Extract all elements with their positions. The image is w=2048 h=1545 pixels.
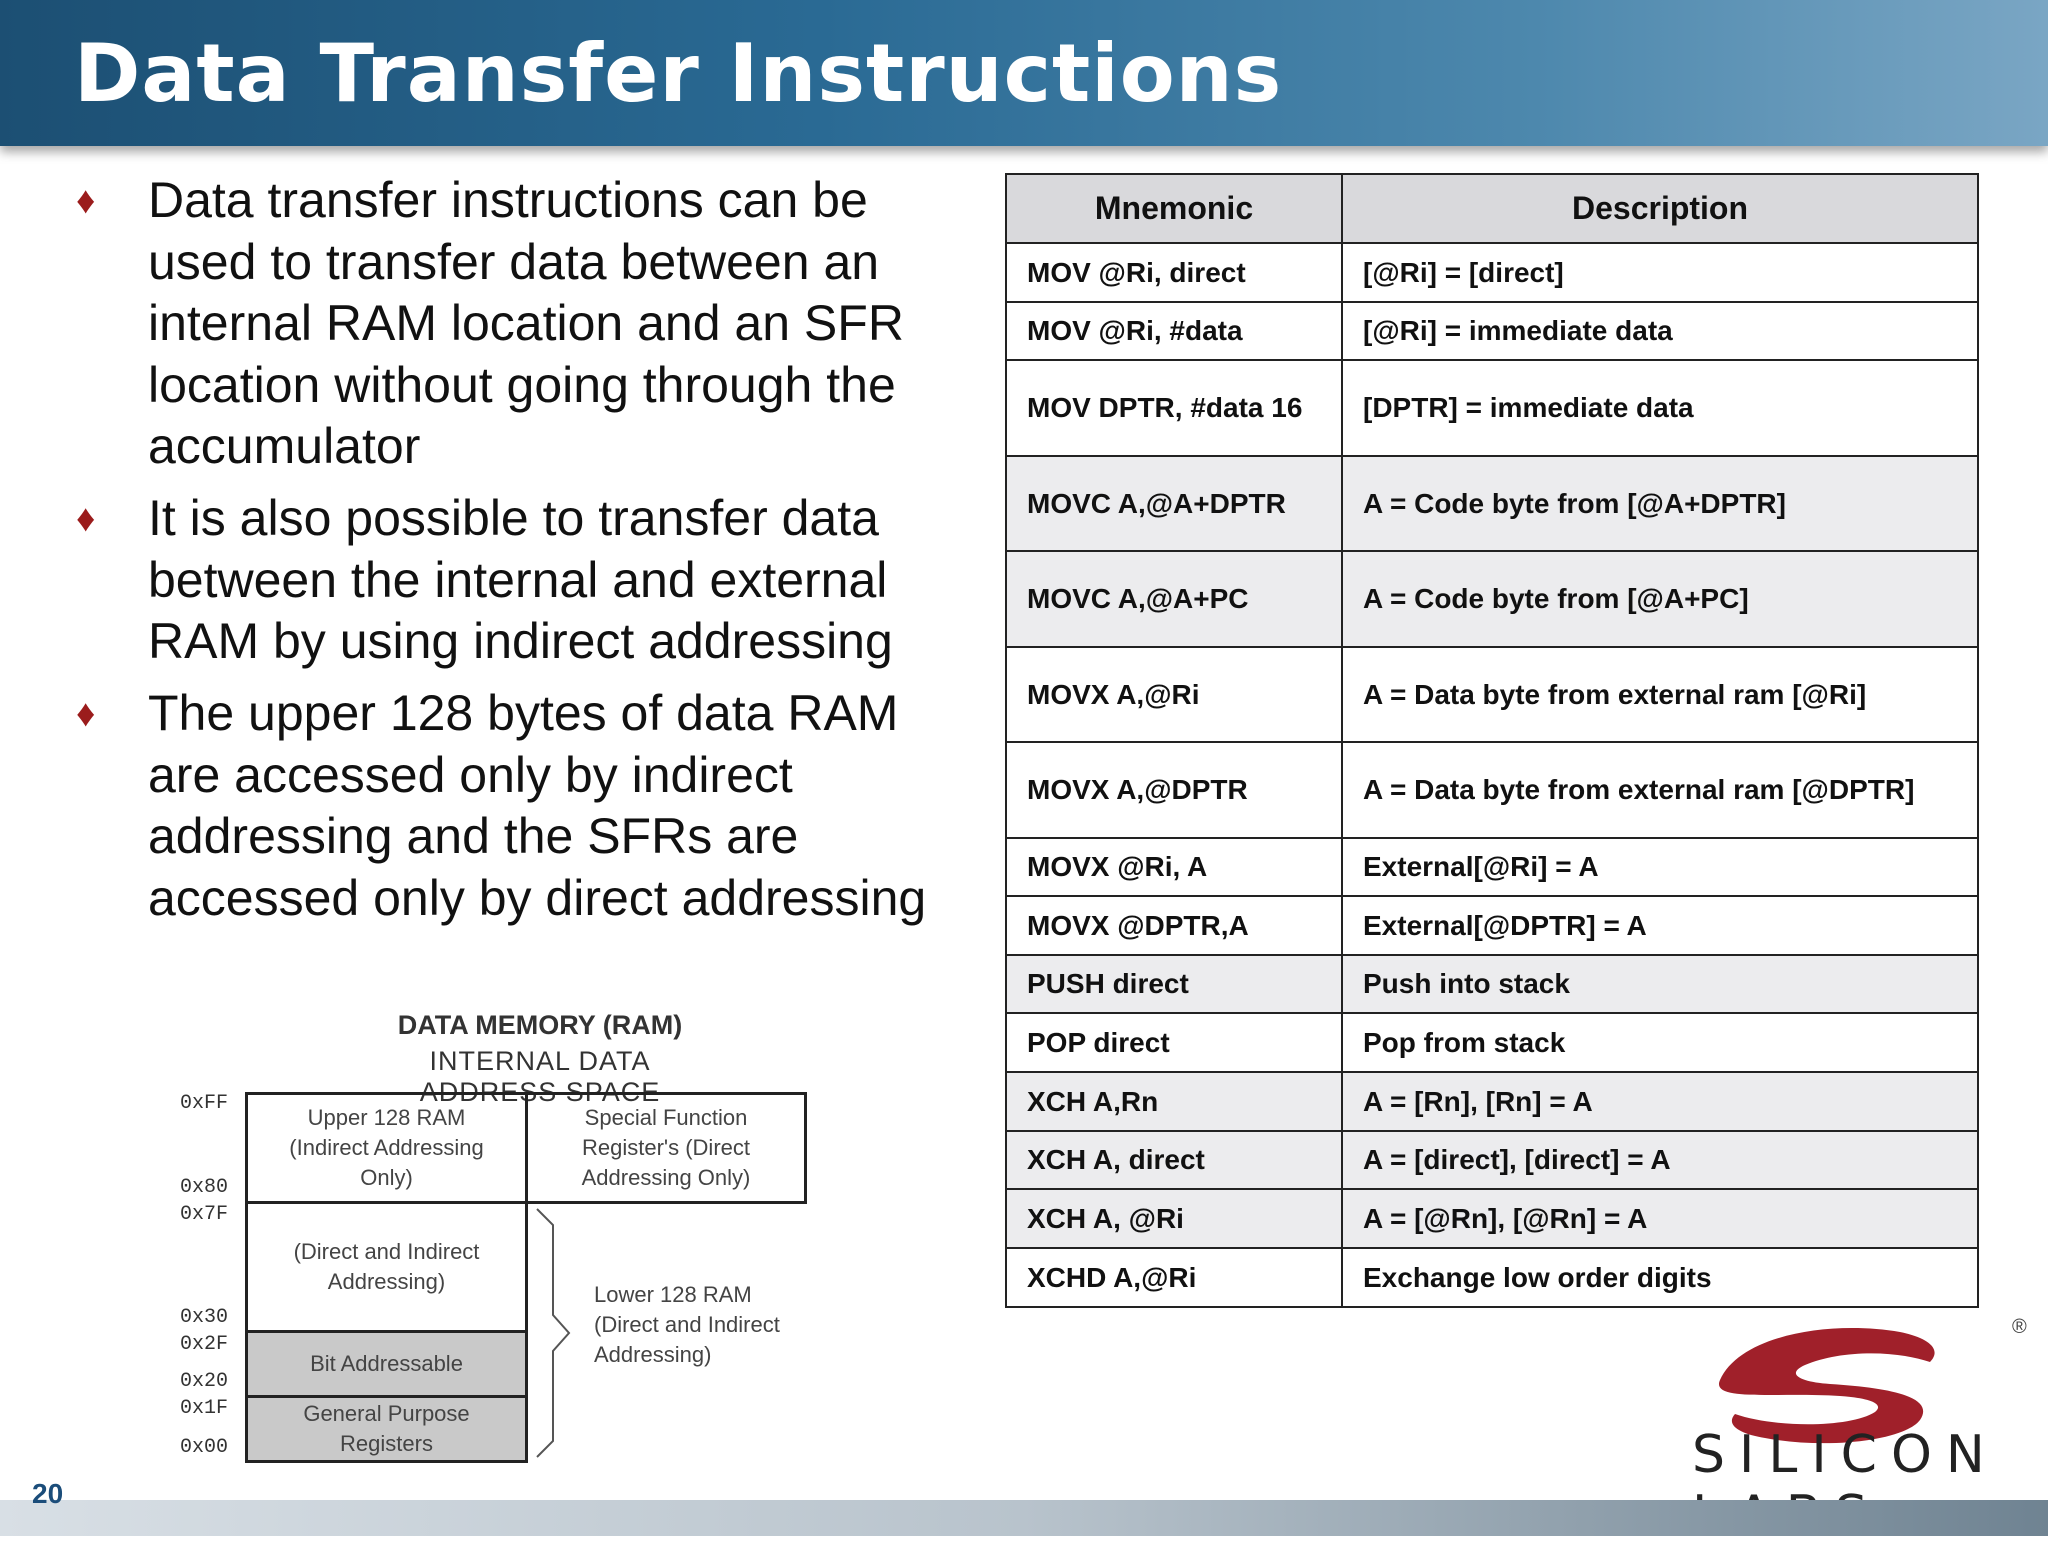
table-row [1006,456,1978,551]
description-cell: A = [@Rn], [@Rn] = A [1342,1189,1978,1248]
mnemonic-cell: MOVX @Ri, A [1006,838,1342,896]
page-number: 20 [32,1478,64,1509]
table-row [1006,551,1978,647]
mnemonic-cell: MOV @Ri, direct [1006,243,1342,302]
table-row [1006,1013,1978,1072]
direct-indirect-block: (Direct and Indirect Addressing) [245,1201,528,1333]
table-row [1006,647,1978,742]
table-row [1006,742,1978,838]
description-cell: External[@Ri] = A [1342,838,1978,896]
description-cell: A = [Rn], [Rn] = A [1342,1072,1978,1131]
mnemonic-cell: MOV @Ri, #data [1006,302,1342,360]
description-cell: Exchange low order digits [1342,1248,1978,1307]
address-label: 0xFF [180,1092,229,1115]
description-cell: A = Data byte from external ram [@DPTR] [1342,742,1978,838]
header-description: Description [1342,174,1978,243]
bullet-item [72,683,972,929]
mnemonic-cell: MOV DPTR, #data 16 [1006,360,1342,456]
description-cell: A = Code byte from [@A+PC] [1342,551,1978,647]
mnemonic-cell: MOVX A,@Ri [1006,647,1342,742]
instruction-table [1005,173,1979,1308]
title-bar [0,0,2048,146]
address-label: 0x30 [180,1306,229,1329]
bit-addressable-block: Bit Addressable [245,1330,528,1398]
memory-subtitle: INTERNAL DATA ADDRESS SPACE [419,1046,661,1107]
table-row [1006,243,1978,302]
address-label: 0x80 [180,1176,229,1199]
table-row [1006,1189,1978,1248]
bullet-text: Data transfer instructions can be used to transfer data between an internal RAM location and an SFR location without going through the accumulator [148,172,904,474]
description-cell: A = [direct], [direct] = A [1342,1131,1978,1189]
data-memory-diagram [180,1000,820,1480]
bullet-item [72,170,972,478]
address-label: 0x7F [180,1203,229,1226]
description-cell: Push into stack [1342,955,1978,1013]
description-cell: A = Code byte from [@A+DPTR] [1342,456,1978,551]
address-label: 0x1F [180,1397,229,1420]
memory-title: DATA MEMORY (RAM) [397,1010,683,1040]
address-label: 0x2F [180,1333,229,1356]
description-cell: A = Data byte from external ram [@Ri] [1342,647,1978,742]
mnemonic-cell: XCHD A,@Ri [1006,1248,1342,1307]
diamond-bullet-icon: ♦ [76,180,96,222]
table-header-row [1006,174,1978,243]
table-row [1006,838,1978,896]
description-cell: [@Ri] = immediate data [1342,302,1978,360]
table-row [1006,955,1978,1013]
table-row [1006,1131,1978,1189]
mnemonic-cell: POP direct [1006,1013,1342,1072]
lower-ram-label: Lower 128 RAM (Direct and Indirect Addressing) [594,1282,780,1367]
address-label: 0x00 [180,1436,229,1459]
description-cell: [DPTR] = immediate data [1342,360,1978,456]
logo-wordmark: SILICON [1692,1425,1999,1485]
diamond-bullet-icon: ♦ [76,693,96,735]
table-row [1006,302,1978,360]
sfr-block: Special Function Register's (Direct Addressing Only) [525,1092,807,1204]
bullet-text: It is also possible to transfer data between the internal and external RAM by using indirect addressing [148,490,893,669]
table-row [1006,1248,1978,1307]
mnemonic-cell: MOVX A,@DPTR [1006,742,1342,838]
lower-ram-brace [535,1205,585,1465]
diamond-bullet-icon: ♦ [76,498,96,540]
description-cell: [@Ri] = [direct] [1342,243,1978,302]
table-row [1006,360,1978,456]
mnemonic-cell: XCH A,Rn [1006,1072,1342,1131]
mnemonic-cell: MOVX @DPTR,A [1006,896,1342,955]
header-mnemonic: Mnemonic [1006,174,1342,243]
slide-title: Data Transfer Instructions [74,27,1283,120]
address-label: 0x20 [180,1370,229,1393]
table-row [1006,896,1978,955]
description-cell: Pop from stack [1342,1013,1978,1072]
description-cell: External[@DPTR] = A [1342,896,1978,955]
table-row [1006,1072,1978,1131]
mnemonic-cell: PUSH direct [1006,955,1342,1013]
mnemonic-cell: XCH A, @Ri [1006,1189,1342,1248]
footer-bar [0,1500,2048,1536]
mnemonic-cell: MOVC A,@A+DPTR [1006,456,1342,551]
registered-mark: ® [2012,1316,2027,1338]
bullet-item [72,488,972,673]
mnemonic-cell: XCH A, direct [1006,1131,1342,1189]
general-purpose-registers-block: General Purpose Registers [245,1395,528,1463]
mnemonic-cell: MOVC A,@A+PC [1006,551,1342,647]
bullet-text: The upper 128 bytes of data RAM are accessed only by indirect addressing and the SFRs are accessed only by direct addressing [148,685,927,926]
upper-ram-block: Upper 128 RAM (Indirect Addressing Only) [245,1092,528,1204]
